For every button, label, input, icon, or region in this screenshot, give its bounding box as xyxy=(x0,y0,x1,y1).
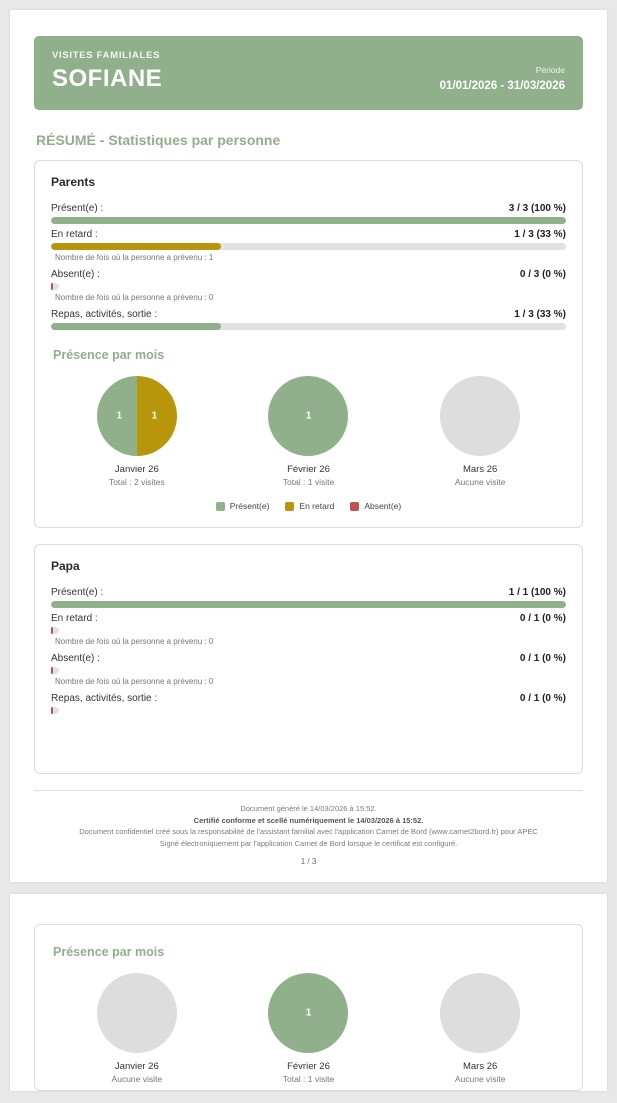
person-card-continued xyxy=(34,924,583,1091)
stat-bar-fill xyxy=(51,217,566,224)
legend-item xyxy=(285,501,334,511)
month-chart-janvier xyxy=(62,973,212,1084)
month-total: Total : 2 visites xyxy=(108,477,165,488)
report-header-banner xyxy=(34,36,583,110)
legend-swatch-late-icon xyxy=(285,502,294,511)
stat-value: 0 / 1 (0 %) xyxy=(519,693,566,705)
stat-bar-track xyxy=(51,627,59,634)
stat-row xyxy=(51,585,566,608)
pie-chart xyxy=(97,376,177,456)
month-chart-mars xyxy=(405,376,555,487)
monthly-presence-charts xyxy=(51,969,566,1084)
monthly-presence-charts xyxy=(51,372,566,487)
pie-chart xyxy=(440,973,520,1053)
legend-label: Absent(e) xyxy=(364,501,402,512)
stat-bar-track xyxy=(51,707,59,714)
stat-label: Repas, activités, sortie : xyxy=(51,693,158,705)
pie-slice-label: 1 xyxy=(305,1007,312,1019)
month-chart-fevrier xyxy=(233,973,383,1084)
document-page-1 xyxy=(10,10,607,882)
document-footer xyxy=(34,790,583,866)
card-title: Parents xyxy=(51,175,96,190)
month-name: Février 26 xyxy=(287,1060,330,1072)
stat-bar-track xyxy=(51,601,566,608)
monthly-presence-title: Présence par mois xyxy=(53,944,165,959)
month-total: Total : 1 visite xyxy=(282,1073,335,1084)
stat-value: 0 / 3 (0 %) xyxy=(519,269,566,281)
stat-note: Nombre de fois où la personne a prévenu : 1 xyxy=(55,253,214,263)
legend-item xyxy=(216,501,270,511)
document-page-2 xyxy=(10,894,607,1091)
month-total: Aucune visite xyxy=(111,1073,163,1084)
stat-value: 0 / 1 (0 %) xyxy=(519,613,566,625)
stat-row xyxy=(51,267,566,304)
pie-chart xyxy=(440,376,520,456)
stat-label: Présent(e) : xyxy=(51,203,104,215)
banner-right xyxy=(440,65,565,94)
chart-legend xyxy=(51,501,566,511)
month-name: Février 26 xyxy=(287,464,330,476)
summary-section-title: RÉSUMÉ - Statistiques par personne xyxy=(36,132,281,149)
report-kicker: VISITES FAMILIALES xyxy=(52,50,161,61)
stat-bar-track xyxy=(51,217,566,224)
stat-label: Absent(e) : xyxy=(51,653,100,665)
footer-confidential: Document confidentiel créé sous la responsabilité de l'assistant familial avec l'application Carnet de Bord (www.carnet2bord.fr) pour APEC xyxy=(79,827,538,837)
page-title: SOFIANE xyxy=(52,65,163,93)
pie-slice-label: 1 xyxy=(116,410,122,422)
stat-label: Repas, activités, sortie : xyxy=(51,309,158,321)
legend-label: En retard xyxy=(299,501,335,512)
footer-signature: Signé électroniquement par l'application Carnet de Bord lorsque le certificat est configuré. xyxy=(159,839,458,849)
page-number: 1 / 3 xyxy=(300,856,317,866)
stat-value: 1 / 3 (33 %) xyxy=(514,309,566,321)
stat-bar-track xyxy=(51,243,566,250)
legend-item xyxy=(350,501,401,511)
month-chart-mars xyxy=(405,973,555,1084)
stat-row xyxy=(51,691,566,714)
stat-note: Nombre de fois où la personne a prévenu : 0 xyxy=(55,293,214,303)
person-card-papa xyxy=(34,544,583,774)
stat-bar-track xyxy=(51,323,566,330)
stat-value: 1 / 1 (100 %) xyxy=(508,587,566,599)
pie-chart xyxy=(268,973,348,1053)
stat-note: Nombre de fois où la personne a prévenu : 0 xyxy=(55,637,214,647)
stat-value: 0 / 1 (0 %) xyxy=(519,653,566,665)
legend-swatch-present-icon xyxy=(216,502,225,511)
stat-bar-fill xyxy=(51,667,53,674)
stat-label: En retard : xyxy=(51,613,98,625)
month-name: Mars 26 xyxy=(462,464,498,476)
legend-label: Présent(e) xyxy=(229,501,270,512)
stat-row xyxy=(51,307,566,330)
stat-bar-fill xyxy=(51,601,566,608)
stat-row xyxy=(51,611,566,648)
stat-label: Présent(e) : xyxy=(51,587,104,599)
pie-slice-label: 1 xyxy=(151,410,158,422)
stat-row xyxy=(51,201,566,224)
stat-note: Nombre de fois où la personne a prévenu : 0 xyxy=(55,677,214,687)
period-value: 01/01/2026 - 31/03/2026 xyxy=(439,80,565,93)
card-title: Papa xyxy=(51,559,80,574)
stat-row xyxy=(51,227,566,264)
pie-chart xyxy=(97,973,177,1053)
period-label: Période xyxy=(535,65,565,76)
banner-left xyxy=(52,50,162,94)
stat-bar-track xyxy=(51,283,59,290)
month-total: Aucune visite xyxy=(454,477,506,488)
stat-bar-track xyxy=(51,667,59,674)
pie-chart xyxy=(268,376,348,456)
month-name: Janvier 26 xyxy=(114,464,159,476)
stat-bar-fill xyxy=(51,243,221,250)
stat-value: 3 / 3 (100 %) xyxy=(508,203,566,215)
pie-slice-label: 1 xyxy=(305,410,312,422)
month-total: Aucune visite xyxy=(454,1073,506,1084)
stat-bar-fill xyxy=(51,707,53,714)
month-chart-janvier xyxy=(62,376,212,487)
stat-label: Absent(e) : xyxy=(51,269,100,281)
stat-bar-fill xyxy=(51,283,53,290)
monthly-presence-title: Présence par mois xyxy=(53,348,165,363)
footer-generated: Document généré le 14/03/2026 à 15:52. xyxy=(240,804,377,814)
legend-swatch-absent-icon xyxy=(350,502,359,511)
month-chart-fevrier xyxy=(233,376,383,487)
month-total: Total : 1 visite xyxy=(282,477,335,488)
stat-value: 1 / 3 (33 %) xyxy=(514,229,566,241)
stat-label: En retard : xyxy=(51,229,98,241)
stat-bar-fill xyxy=(51,627,53,634)
person-card-parents xyxy=(34,160,583,528)
footer-certified: Certifié conforme et scellé numériquement le 14/03/2026 à 15:52. xyxy=(193,815,424,825)
month-name: Mars 26 xyxy=(462,1060,498,1072)
stat-row xyxy=(51,651,566,688)
stat-bar-fill xyxy=(51,323,221,330)
month-name: Janvier 26 xyxy=(114,1060,159,1072)
